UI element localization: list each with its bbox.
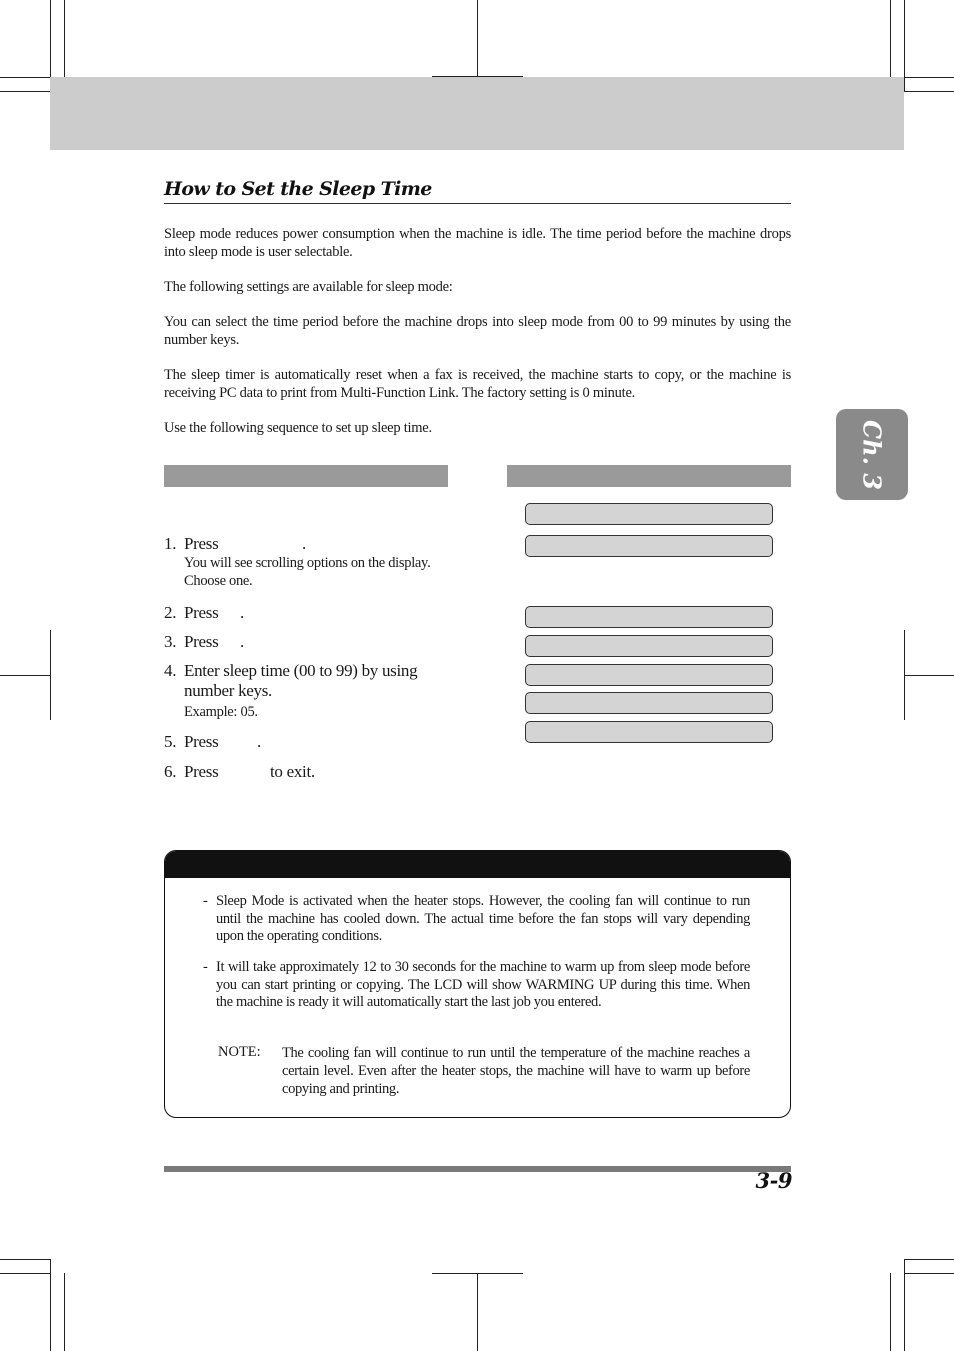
lcd-display [525, 635, 773, 657]
step-item [164, 762, 454, 782]
display-column-header [507, 465, 791, 487]
step-tail: . [302, 534, 306, 553]
header-band [50, 77, 904, 150]
note-item: It will take approximately 12 to 30 seconds for the machine to warm up from sleep mode before you can start printing or copying. The LCD will show WARMING UP during this time. When the machine is ready it will automatically start the last job you entered. [216, 959, 750, 1010]
footer-rule [164, 1166, 791, 1172]
step-tail: . [240, 603, 244, 622]
paragraph: The sleep timer is automatically reset when a fax is received, the machine starts to copy, or the machine is receiving PC data to print from Multi-Function Link. The factory setting is 0 minute. [164, 367, 791, 401]
bullet-dash: - [203, 893, 208, 909]
crop-mark [890, 1273, 891, 1351]
step-item [164, 603, 454, 623]
step-tail: . [240, 632, 244, 651]
step-number: 2. [164, 603, 177, 622]
title-rule [164, 203, 791, 204]
crop-mark [904, 1273, 954, 1274]
step-tail: . [257, 732, 261, 751]
step-text: Press [184, 603, 219, 622]
step-item [164, 732, 454, 752]
step-number: 1. [164, 534, 177, 553]
step-number: 4. [164, 661, 177, 680]
note-text: The cooling fan will continue to run until the temperature of the machine reaches a certain level. Even after the heater stops, the machine will have to warm up before copying and printing. [282, 1045, 750, 1097]
note-label: NOTE: [218, 1044, 261, 1060]
crop-mark [904, 77, 954, 78]
step-item [164, 661, 454, 701]
step-text: Press [184, 632, 219, 651]
lcd-display [525, 664, 773, 686]
steps-column-header [164, 465, 448, 487]
step-subtext: You will see scrolling options on the display. Choose one. [184, 555, 431, 589]
crop-mark [890, 0, 891, 77]
note-box-header [165, 851, 790, 878]
section-title: How to Set the Sleep Time [164, 178, 432, 200]
lcd-display [525, 721, 773, 743]
step-item [164, 534, 454, 554]
step-text: Enter sleep time (00 to 99) by using number keys. [184, 661, 418, 700]
crop-mark [0, 1259, 50, 1260]
page-number: 3-9 [755, 1168, 792, 1193]
step-subtext: Example: 05. [184, 704, 258, 720]
paragraph: You can select the time period before the machine drops into sleep mode from 00 to 99 minutes by using the number keys. [164, 314, 791, 348]
paragraph: Use the following sequence to set up sleep time. [164, 420, 432, 436]
lcd-display [525, 692, 773, 714]
lcd-display [525, 606, 773, 628]
step-text: Press [184, 732, 219, 751]
chapter-tab [836, 409, 908, 500]
lcd-display [525, 503, 773, 525]
crop-mark [64, 1273, 65, 1351]
step-tail: to exit. [270, 762, 315, 781]
step-text: Press [184, 534, 219, 553]
step-number: 6. [164, 762, 177, 781]
note-item: Sleep Mode is activated when the heater stops. However, the cooling fan will continue to run until the machine has cooled down. The actual time before the fan stops will vary depending upon the operating conditions. [216, 893, 750, 944]
crop-mark [0, 675, 50, 676]
crop-mark [0, 77, 50, 78]
step-number: 3. [164, 632, 177, 651]
bullet-dash: - [203, 959, 208, 975]
crop-mark [477, 0, 478, 77]
crop-mark [904, 1259, 954, 1260]
crop-mark [0, 91, 50, 92]
crop-mark [50, 1259, 51, 1351]
chapter-tab-label: Ch. 3 [857, 419, 887, 490]
paragraph: The following settings are available for sleep mode: [164, 279, 453, 295]
crop-mark [477, 1274, 478, 1351]
paragraph: Sleep mode reduces power consumption when the machine is idle. The time period before the machine drops into sleep mode is user selectable. [164, 226, 791, 260]
step-number: 5. [164, 732, 177, 751]
crop-mark [64, 0, 65, 77]
crop-mark [904, 91, 954, 92]
step-text: Press [184, 762, 219, 781]
crop-mark [432, 1273, 523, 1274]
step-item [164, 632, 454, 652]
lcd-display [525, 535, 773, 557]
crop-mark [50, 630, 51, 720]
crop-mark [904, 675, 954, 676]
crop-mark [0, 1273, 50, 1274]
